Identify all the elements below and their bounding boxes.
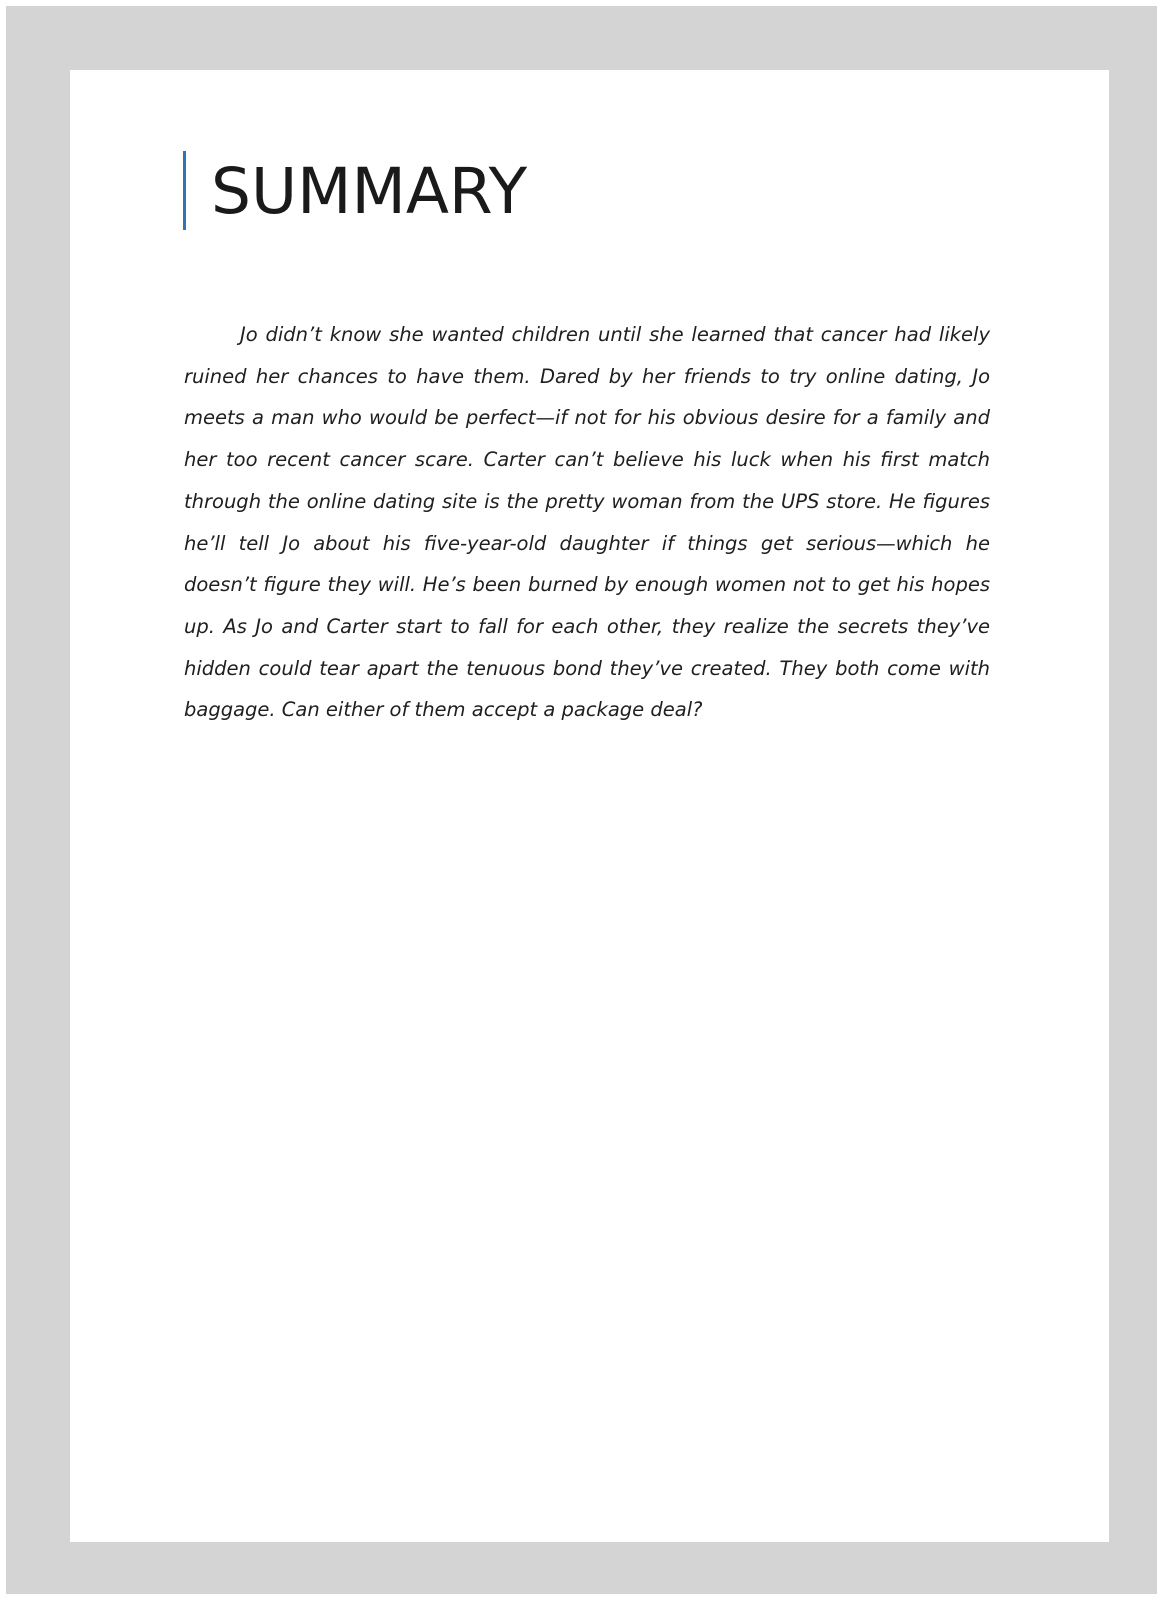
summary-paragraph: Jo didn’t know she wanted children until she learned that cancer had likely ruined her chances to have them. Dared by her friends to try online dating, Jo meets a man who would be perfect—if not for his obvious desire for a family and her too recent cancer scare. Carter can’t believe his luck when his first match through the online dating site is the pretty woman from the UPS store. He figures he’ll tell Jo about his five-year-old daughter if things get serious—which he doesn’t figure they will. He’s been burned by enough women not to get his hopes up. As Jo and Carter start to fall for each other, they realize the secrets they’ve hidden could tear apart the tenuous bond they’ve created. They both come with baggage. Can either of them accept a package deal? bbox=[184, 323, 990, 722]
document-page bbox=[70, 70, 1109, 1542]
page-title: SUMMARY bbox=[211, 155, 528, 228]
heading-accent-bar bbox=[183, 151, 186, 230]
page-frame bbox=[6, 6, 1157, 1594]
heading-block bbox=[183, 151, 527, 230]
